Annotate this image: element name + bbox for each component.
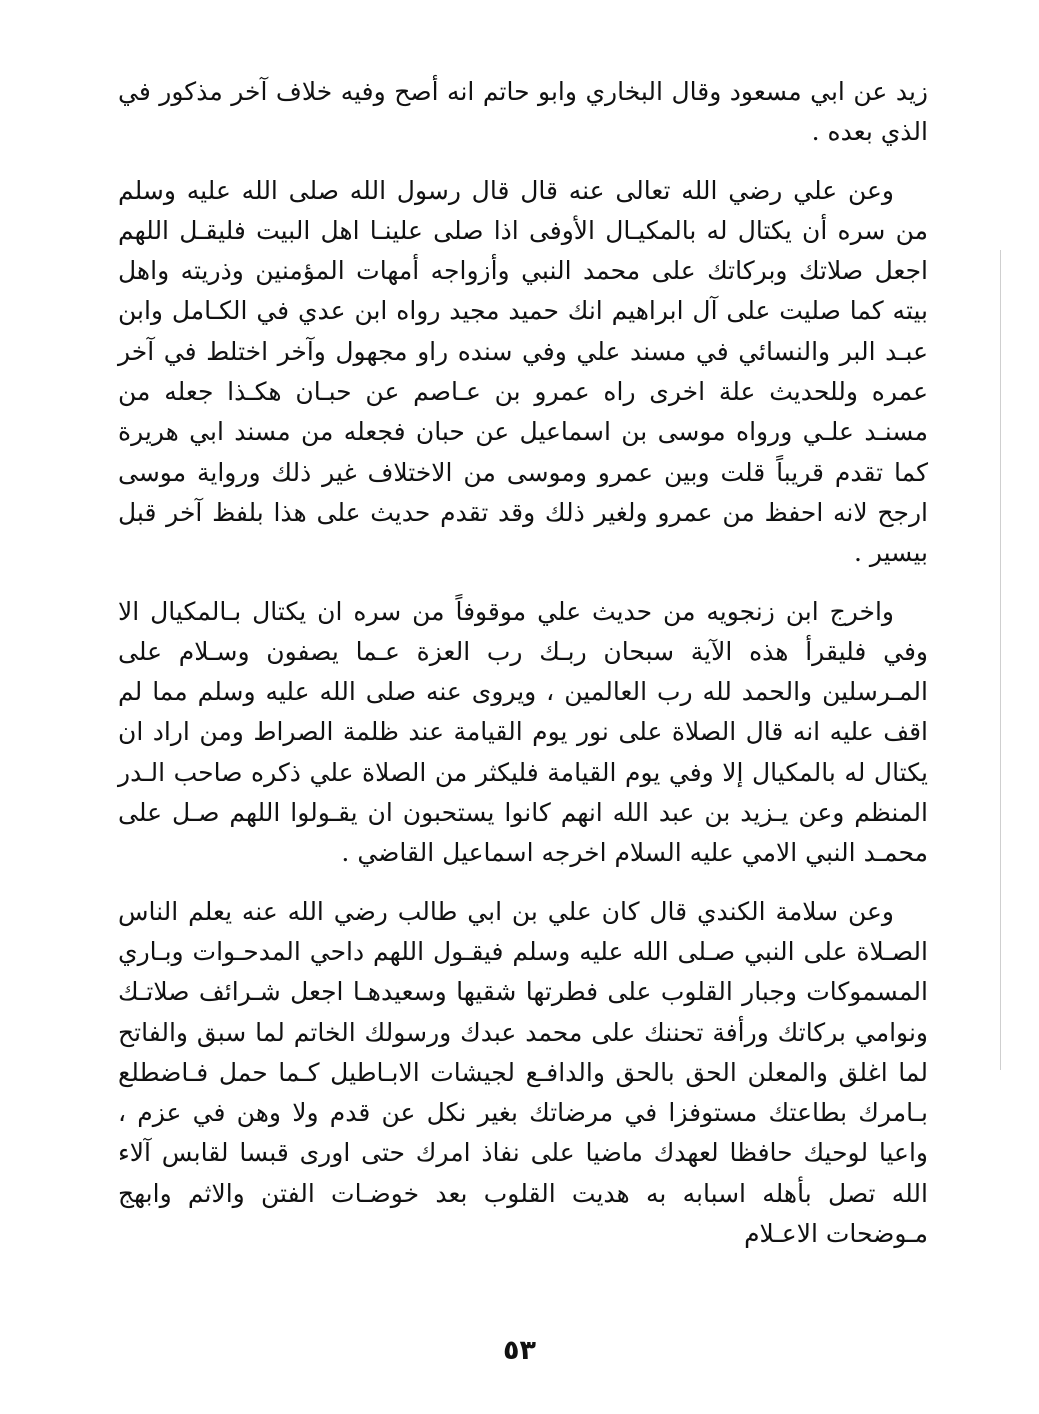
body-text [118, 72, 928, 1272]
paragraph-2: وعن علي رضي الله تعالى عنه قال قال رسول الله صلى الله عليه وسلم من سره أن يكتال له بالمكيـال الأوفى اذا صلى علينـا اهل البيت فليقـل اللهم اجعل صلاتك وبركاتك على محمد النبي وأزواجه أمهات المؤمنين وذريته واهل بيته كما صليت على آل ابراهيم انك حميد مجيد رواه ابن عدي في الكـامل وابن عبـد البر والنسائي في مسند علي وفي سنده راو مجهول وآخر اختلط في آخر عمره وللحديث علة اخرى راه عمرو بن عـاصم عن حبـان هكـذا جعله من مسنـد علـي ورواه موسى بن اسماعيل عن حبان فجعله من مسند ابي هريرة كما تقدم قريباً قلت وبين عمرو وموسى من الاختلاف غير ذلك ورواية موسى ارجح لانه احفظ من عمرو ولغير ذلك وقد تقدم حديث على هذا بلفظ آخر قبل بيسير . [118, 175, 928, 568]
scan-edge-line [1000, 250, 1001, 1070]
paragraph-1: زيد عن ابي مسعود وقال البخاري وابو حاتم انه أصح وفيه خلاف آخر مذكور في الذي بعده . [118, 77, 928, 147]
page-number: ٥٣ [503, 1335, 536, 1366]
paragraph-3: واخرج ابن زنجويه من حديث علي موقوفاً من سره ان يكتال بـالمكيال الا وفي فليقرأ هذه الآية سبحان ربـك رب العزة عـما يصفون وسـلام على المـرسلين والحمد لله رب العالمين ، ويروى عنه صلى الله عليه وسلم مما لم اقف عليه انه قال الصلاة على نور يوم القيامة عند ظلمة الصراط ومن اراد ان يكتال له بالمكيال إلا وفي يوم القيامة فليكثر من الصلاة علي ذكره صاحب الـدر المنظم وعن يـزيد بن عبد الله انهم كانوا يستحبون ان يقـولوا اللهم صـل على محمـد النبي الامي عليه السلام اخرجه اسماعيل القاضي . [118, 596, 928, 868]
paragraph-4: وعن سلامة الكندي قال كان علي بن ابي طالب رضي الله عنه يعلم الناس الصـلاة على النبي صـلى الله عليه وسلم فيقـول اللهم داحي المدحـوات وبـاري المسموكات وجبار القلوب على فطرتها شقيها وسعيدهـا اجعل شـرائف صلاتـك ونوامي بركاتك ورأفة تحننك على محمد عبدك ورسولك الخاتم لما سبق والفاتح لما اغلق والمعلن الحق بالحق والدافـع لجيشات الابـاطيل كـما حمل فـاضطلع بـامرك بطاعتك مستوفزا في مرضاتك بغير نكل عن قدم ولا وهن في عزم ، واعيا لوحيك حافظا لعهدك ماضيا على نفاذ امرك حتى اورى قبسا لقابس آلاء الله تصل بأهله اسبابه به هديت القلوب بعد خوضـات الفتن والاثم وابهج مـوضحات الاعـلام [118, 896, 928, 1249]
